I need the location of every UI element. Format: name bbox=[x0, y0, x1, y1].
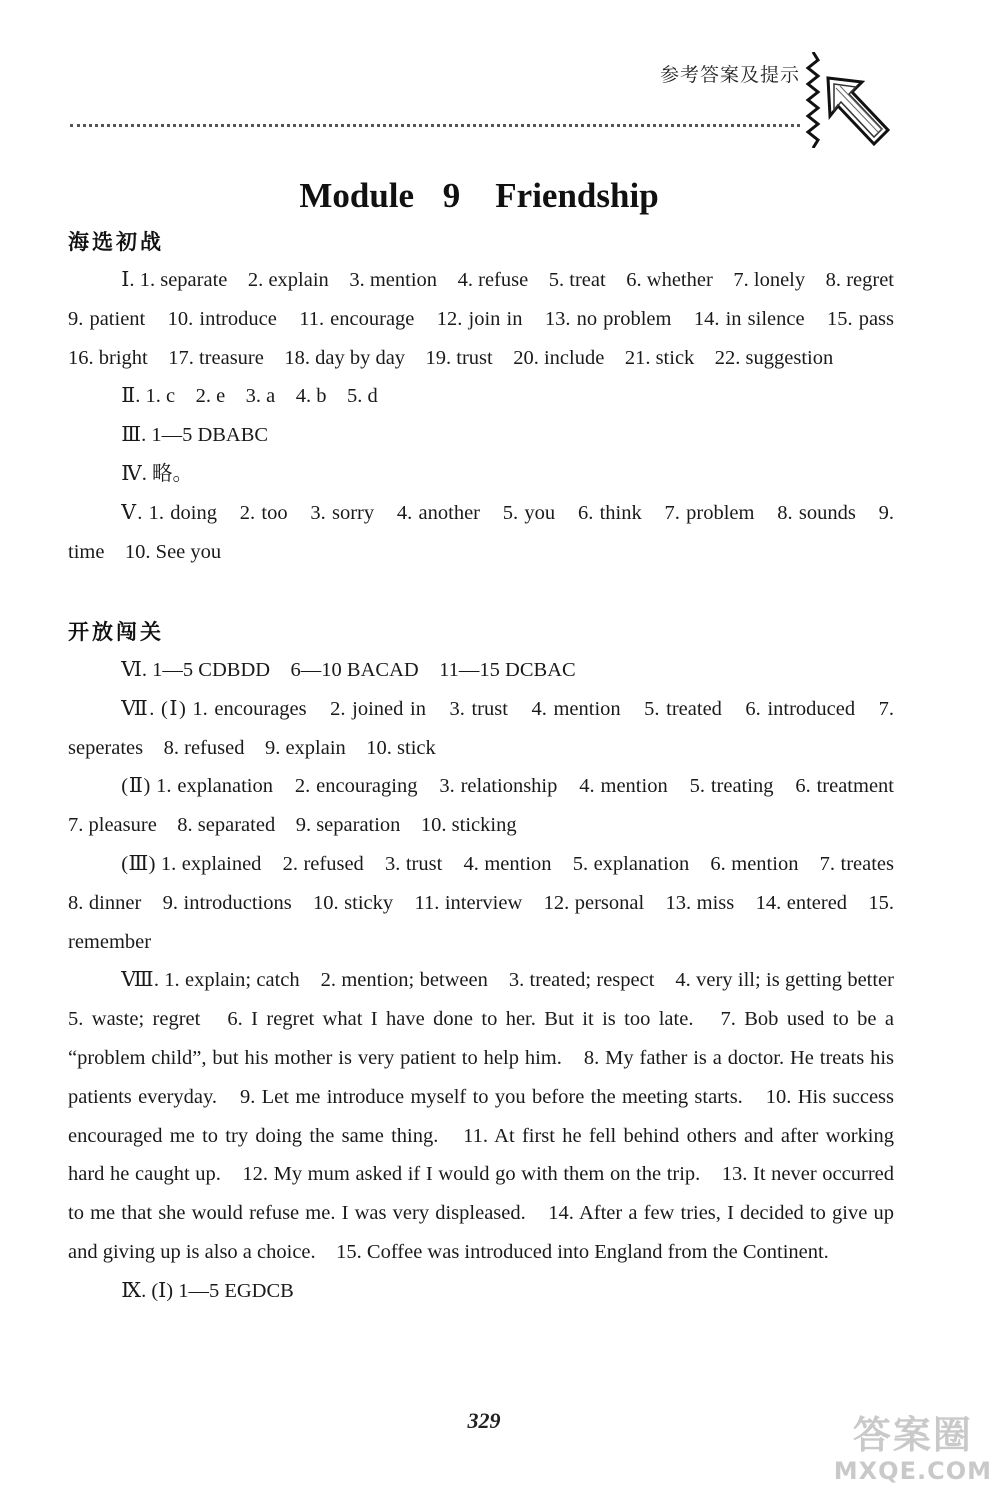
answer-paragraph-5: Ⅴ. 1. doing 2. too 3. sorry 4. another 5. you 6. think 7. problem 8. sounds 9. time 10. See you bbox=[68, 501, 894, 563]
answer-paragraph-11: Ⅸ. (Ⅰ) 1—5 EGDCB bbox=[121, 1279, 294, 1302]
header-dotted-rule bbox=[70, 124, 800, 127]
page-title: Module 9 Friendship bbox=[299, 176, 659, 215]
header-label: 参考答案及提示 bbox=[659, 64, 800, 86]
zigzag-border-icon bbox=[805, 52, 821, 148]
answer-paragraph-1: Ⅰ. 1. separate 2. explain 3. mention 4. refuse 5. treat 6. whether 7. lonely 8. regret 9. patient 10. introduce 11. encourage 12. join in 13. no problem 14. in silence 15. pass 16. bright 17. treasure 18. day by day 19. trust 20. include 21. stick 22. suggestion bbox=[68, 269, 915, 369]
section-body-1 bbox=[68, 261, 915, 571]
section-heading-1: 海选初战 bbox=[68, 230, 164, 254]
page-number: 329 bbox=[467, 1408, 501, 1433]
watermark-logo bbox=[834, 1413, 992, 1485]
answer-paragraph-10: Ⅷ. 1. explain; catch 2. mention; between 3. treated; respect 4. very ill; is getting better 5. waste; regret 6. I regret what I have done to her. But it is too late. 7. Bob used to be a “problem child”, but his mother is very patient to help him. 8. My father is a doctor. He treats his patients everyday. 9. Let me introduce myself to you before the meeting starts. 10. His success encouraged me to try doing the same thing. 11. At first he fell behind others and after working hard he caught up. 12. My mum asked if I would go with them on the trip. 13. It never occurred to me that she would refuse me. I was very displeased. 14. After a few tries, I decided to give up and giving up is also a choice. 15. Coffee was introduced into England from the Continent. bbox=[68, 969, 915, 1263]
answer-paragraph-9: (Ⅲ) 1. explained 2. refused 3. trust 4. mention 5. explanation 6. mention 7. treates 8. dinner 9. introductions 10. sticky 11. interview 12. personal 13. miss 14. entered 15. remember bbox=[68, 852, 915, 953]
answer-paragraph-7: Ⅶ. (Ⅰ) 1. encourages 2. joined in 3. trust 4. mention 5. treated 6. introduced 7. seperates 8. refused 9. explain 10. stick bbox=[68, 697, 894, 759]
watermark-top: 答案圈 bbox=[852, 1413, 973, 1457]
answer-paragraph-3: Ⅲ. 1—5 DBABC bbox=[121, 424, 269, 447]
section-heading-2: 开放闯关 bbox=[68, 620, 164, 644]
watermark-bottom: MXQE.COM bbox=[833, 1457, 992, 1485]
answer-paragraph-8: (Ⅱ) 1. explanation 2. encouraging 3. relationship 4. mention 5. treating 6. treatment 7. pleasure 8. separated 9. separation 10. sticking bbox=[68, 775, 915, 837]
answer-paragraph-6: Ⅵ. 1—5 CDBDD 6—10 BACAD 11—15 DCBAC bbox=[121, 659, 576, 681]
answer-paragraph-2: Ⅱ. 1. c 2. e 3. a 4. b 5. d bbox=[121, 385, 378, 408]
answer-paragraph-4: Ⅳ. 略。 bbox=[121, 462, 194, 485]
section-body-2 bbox=[68, 651, 915, 1311]
arrow-pointer-icon bbox=[822, 72, 894, 156]
